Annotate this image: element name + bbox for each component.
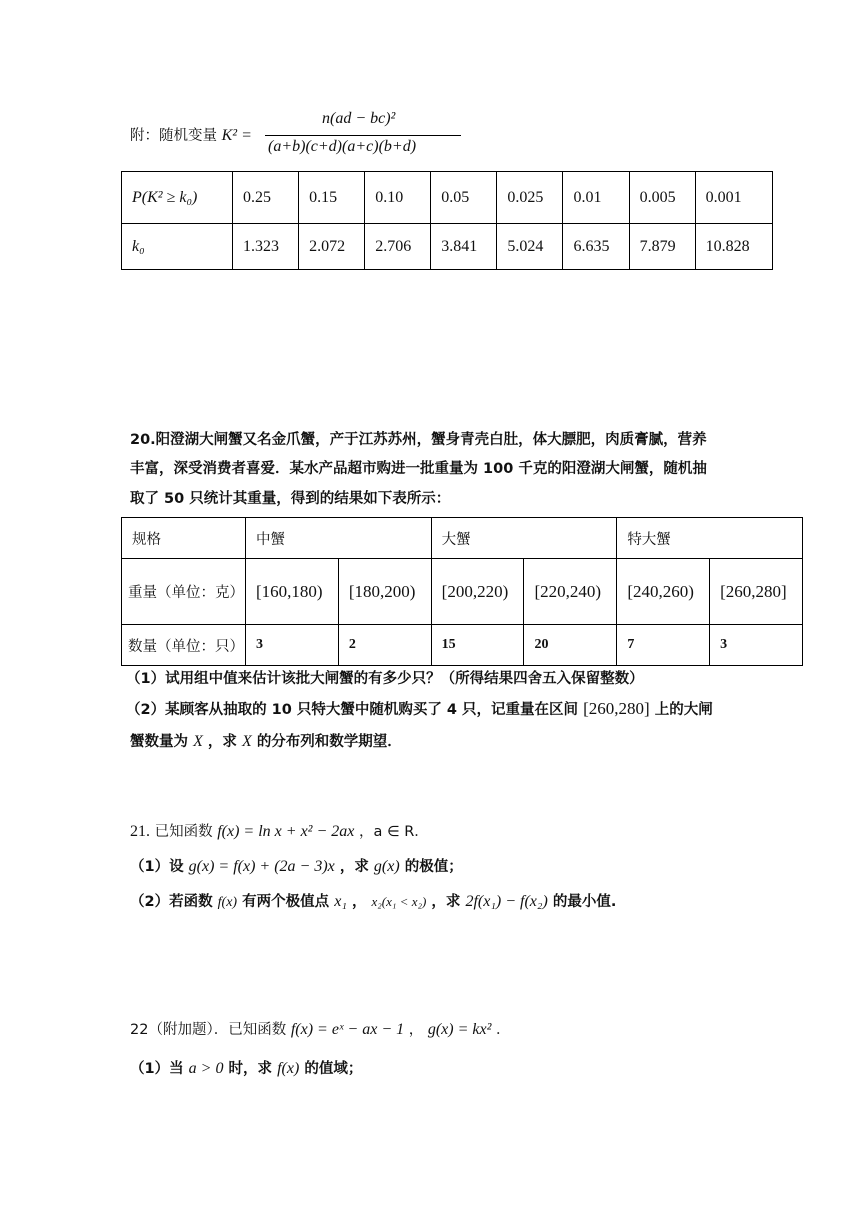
count-cell: 3 <box>246 625 339 666</box>
q21-p2-fx: f(x) <box>217 895 238 910</box>
weight-interval: [160,180) <box>246 559 339 625</box>
weight-interval: [200,220) <box>431 559 524 625</box>
q22-p1-c: 的值域； <box>304 1061 363 1077</box>
q21-p2-expr: 2f(x₁) − f(x₂) <box>465 893 548 910</box>
q21-function: f(x) = ln x + x² − 2ax <box>217 823 355 840</box>
appendix-prefix: 附：随机变量 <box>130 128 217 144</box>
q21-intro <box>130 820 429 841</box>
q21-p2-x2: x₂(x₁ < x₂) <box>371 894 427 909</box>
q22-intro <box>130 1018 511 1039</box>
formula-numerator: n(ad − bc)² <box>322 110 396 127</box>
appendix-label <box>130 124 252 145</box>
q22-f: f(x) = eˣ − ax − 1 <box>290 1021 405 1038</box>
k-value-cell: 2.072 <box>299 224 365 270</box>
category-xlarge: 特大蟹 <box>617 518 803 559</box>
q21-p1-b: ，求 <box>339 859 369 875</box>
q21-intro-text: 已知函数 <box>154 824 213 840</box>
q22-p1-cond: a > 0 <box>188 1060 224 1077</box>
crab-weight-table <box>121 517 803 666</box>
q22-intro-text: 22（附加题）．已知函数 <box>130 1022 287 1038</box>
k-value-cell: 2.706 <box>365 224 431 270</box>
q22-p1-a: （1）当 <box>130 1061 184 1077</box>
p-value-cell: 0.15 <box>299 172 365 224</box>
q21-p1-gx: g(x) <box>373 858 400 875</box>
q21-condition: ，a ∈ R． <box>358 824 429 840</box>
weight-interval: [240,260) <box>617 559 710 625</box>
p-value-cell: 0.01 <box>563 172 629 224</box>
count-cell: 2 <box>338 625 431 666</box>
q20-line1: 20.阳澄湖大闸蟹又名金爪蟹，产于江苏苏州，蟹身青壳白肚，体大膘肥，肉质膏腻，营养 <box>130 432 707 448</box>
q21-p2-a: （2）若函数 <box>130 894 213 910</box>
formula-denominator: (a+b)(c+d)(a+c)(b+d) <box>268 138 417 155</box>
p-value-cell: 0.005 <box>629 172 695 224</box>
q21-p1-func: g(x) = f(x) + (2a − 3)x <box>188 858 335 875</box>
q20-part2-cont <box>130 730 402 751</box>
fraction-bar <box>265 135 461 136</box>
q21-p2-comma: ， <box>351 894 367 910</box>
q21-p2-b: 有两个极值点 <box>242 894 330 910</box>
p-row-header: P(K² ≥ k₀) <box>122 172 233 224</box>
formula-lhs: K² = <box>221 127 252 144</box>
k-value-cell: 6.635 <box>563 224 629 270</box>
q22-sep: ， <box>408 1022 424 1038</box>
q21-p2-x1: x₁ <box>334 893 347 910</box>
count-cell: 7 <box>617 625 710 666</box>
p-value-cell: 0.001 <box>695 172 772 224</box>
q22-g: g(x) = kx² <box>427 1021 492 1038</box>
weight-interval: [220,240) <box>524 559 617 625</box>
q20-part1: （1）试用组中值来估计该批大闸蟹的有多少只？（所得结果四舍五入保留整数） <box>126 671 644 687</box>
k-value-cell: 7.879 <box>629 224 695 270</box>
q20-var-x: X <box>241 733 252 750</box>
category-medium: 中蟹 <box>246 518 432 559</box>
q20-line2: 丰富，深受消费者喜爱．某水产品超市购进一批重量为 100 千克的阳澄湖大闸蟹，随机抽 <box>130 461 707 477</box>
k-value-cell: 1.323 <box>233 224 299 270</box>
q20-part2-interval: [260,280] <box>583 699 650 718</box>
q20-line3: 取了 50 只统计其重量，得到的结果如下表所示： <box>130 491 451 507</box>
count-header: 数量（单位：只） <box>122 625 246 666</box>
spec-header: 规格 <box>122 518 246 559</box>
q22-end: ． <box>496 1022 511 1038</box>
k-value-cell: 10.828 <box>695 224 772 270</box>
count-cell: 15 <box>431 625 524 666</box>
q20-part2 <box>126 698 713 719</box>
q20-part2-a: （2）某顾客从抽取的 10 只特大蟹中随机购买了 4 只，记重量在区间 <box>126 702 579 718</box>
q20-part2-c3: 的分布列和数学期望． <box>256 734 402 750</box>
q22-part1 <box>130 1057 362 1078</box>
p-value-cell: 0.10 <box>365 172 431 224</box>
weight-header: 重量（单位：克） <box>122 559 246 625</box>
count-cell: 20 <box>524 625 617 666</box>
p-value-cell: 0.025 <box>497 172 563 224</box>
k-row-header: k₀ <box>122 224 233 270</box>
category-large: 大蟹 <box>431 518 617 559</box>
p-value-cell: 0.25 <box>233 172 299 224</box>
count-cell: 3 <box>710 625 803 666</box>
q20-var-x: X <box>193 733 203 750</box>
q21-p2-c: ，求 <box>431 894 461 910</box>
q22-p1-b: 时，求 <box>228 1061 273 1077</box>
q21-p2-d: 的最小值. <box>552 894 617 910</box>
q21-part2 <box>130 890 616 911</box>
q20-part2-b: 上的大闸 <box>654 702 713 718</box>
k-value-cell: 5.024 <box>497 224 563 270</box>
k-value-cell: 3.841 <box>431 224 497 270</box>
q20-part2-c2: ，求 <box>207 734 237 750</box>
weight-interval: [260,280] <box>710 559 803 625</box>
p-value-cell: 0.05 <box>431 172 497 224</box>
q21-part1 <box>130 855 463 876</box>
weight-interval: [180,200) <box>338 559 431 625</box>
q21-p1-c: 的极值； <box>404 859 463 875</box>
q21-number: 21. <box>130 823 150 840</box>
q21-p1-a: （1）设 <box>130 859 184 875</box>
q20-part2-c1: 蟹数量为 <box>130 734 188 750</box>
k-critical-table <box>121 171 773 270</box>
q22-p1-fx: f(x) <box>277 1060 300 1077</box>
